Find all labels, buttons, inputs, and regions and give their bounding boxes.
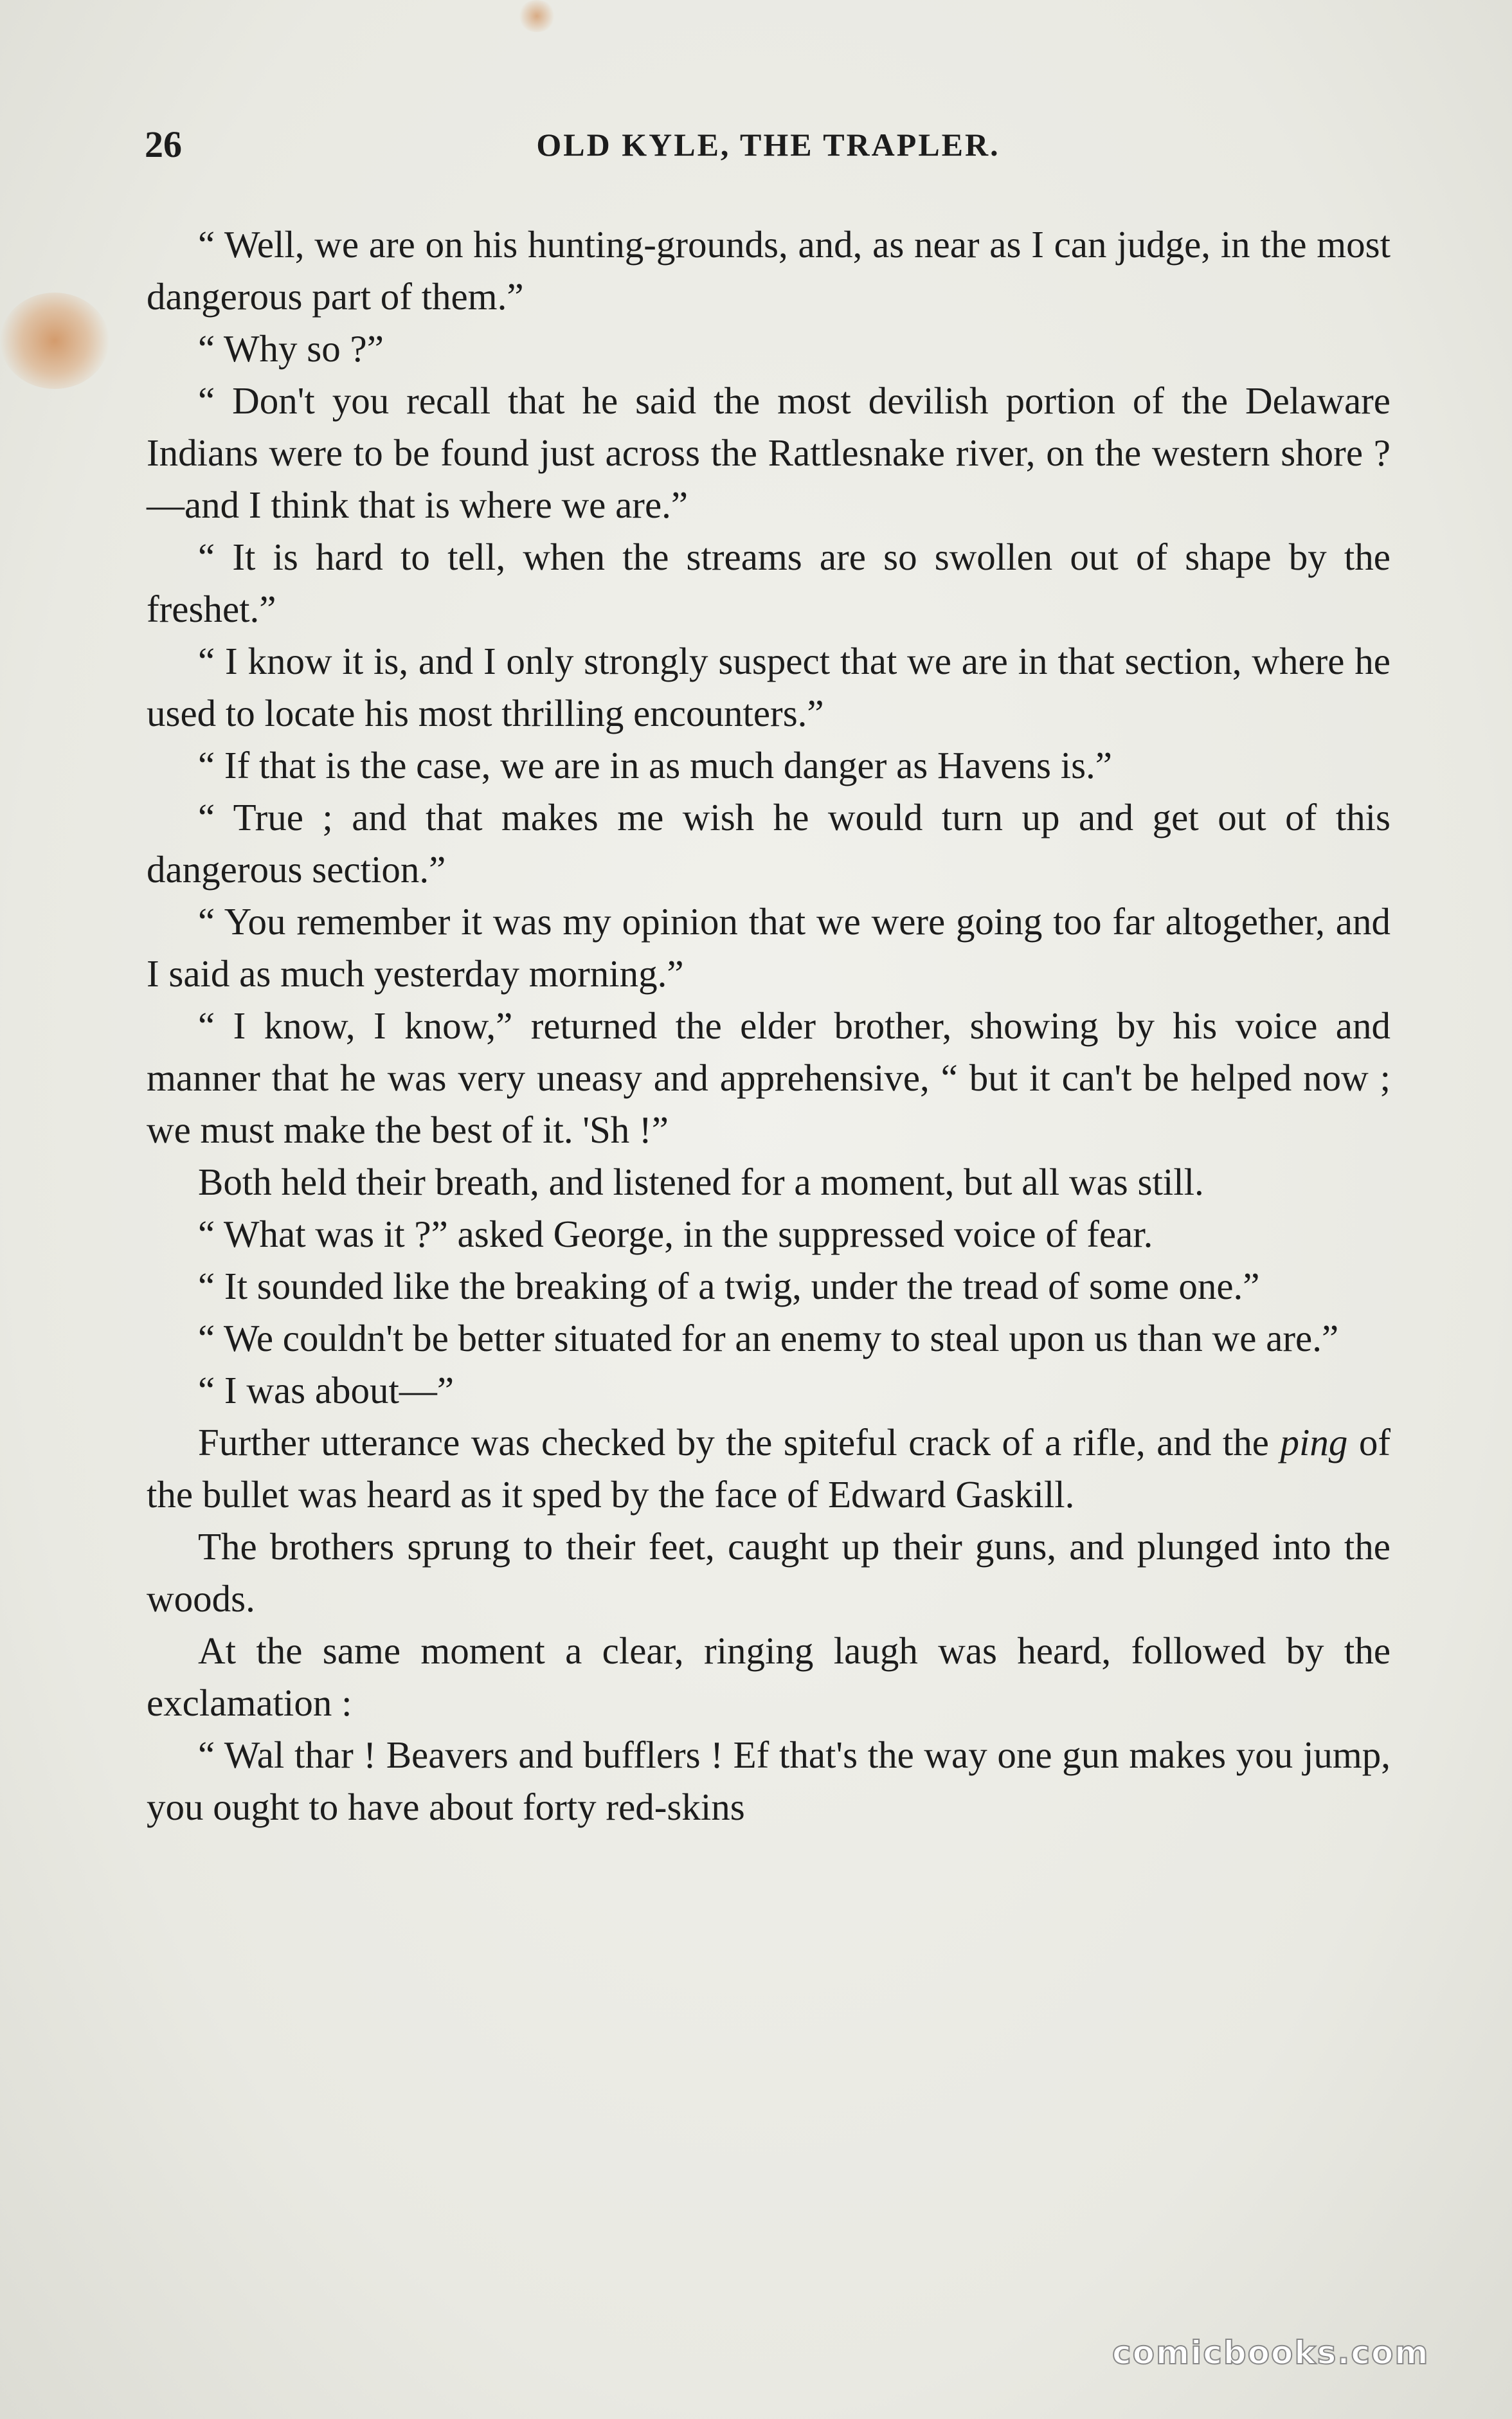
paragraph: The brothers sprung to their feet, caught up their guns, and plunged into the woods. [147,1525,1390,1620]
paragraph: “ True ; and that makes me wish he would turn up and get out of this dangerous section.” [147,796,1390,891]
paragraph: “ Wal thar ! Beavers and bufflers ! Ef that's the way one gun makes you jump, you ought to have about forty red-skins [147,1734,1390,1828]
paragraph: “ You remember it was my opinion that we were going too far altogether, and I said as much yesterday morning.” [147,900,1390,995]
running-title: OLD KYLE, THE TRAPLER. [536,127,1000,163]
rust-stain-top [518,0,556,32]
rust-stain [0,293,109,389]
paragraph: “ I was about—” [198,1369,455,1411]
paragraph: At the same moment a clear, ringing laugh was heard, followed by the exclamation : [147,1629,1390,1724]
paragraph: “ I know it is, and I only strongly suspect that we are in that section, where he used to locate his most thrilling encounters.” [147,640,1390,734]
paragraph: “ It sounded like the breaking of a twig, under the tread of some one.” [198,1265,1260,1307]
paragraph: “ I know, I know,” returned the elder brother, showing by his voice and manner that he was very uneasy and apprehensive, “ but it can't be helped now ; we must make the best of it. 'Sh !” [147,1004,1390,1151]
paragraph: “ Well, we are on his hunting-grounds, and, as near as I can judge, in the most dangerous part of them.” [147,223,1390,318]
paragraph-rifle-crack [147,1417,1390,1521]
watermark: comicbooks.com [1112,2334,1430,2371]
page-header [145,119,1392,170]
paragraph: “ We couldn't be better situated for an enemy to steal upon us than we are.” [198,1317,1339,1359]
paragraph: “ If that is the case, we are in as much danger as Havens is.” [198,744,1112,786]
italic-word: ping [1280,1421,1348,1463]
paragraph: “ Why so ?” [198,327,384,370]
body-text [147,219,1390,1833]
paragraph: “ Don't you recall that he said the most devilish portion of the Delaware Indians were to be found just across the Rattlesnake river, on the western shore ?—and I think that is where we are.” [147,379,1390,526]
text-run: Further utterance was checked by the spiteful crack of a rifle, and the [198,1421,1281,1463]
text-run: of the bullet was heard as it sped by the face of Edward Gaskill. [147,1421,1391,1516]
paragraph: “ It is hard to tell, when the streams are so swollen out of shape by the freshet.” [147,536,1390,630]
paragraph: “ What was it ?” asked George, in the suppressed voice of fear. [198,1213,1153,1255]
paragraph: Both held their breath, and listened for a moment, but all was still. [198,1161,1204,1203]
page-number: 26 [145,123,182,165]
